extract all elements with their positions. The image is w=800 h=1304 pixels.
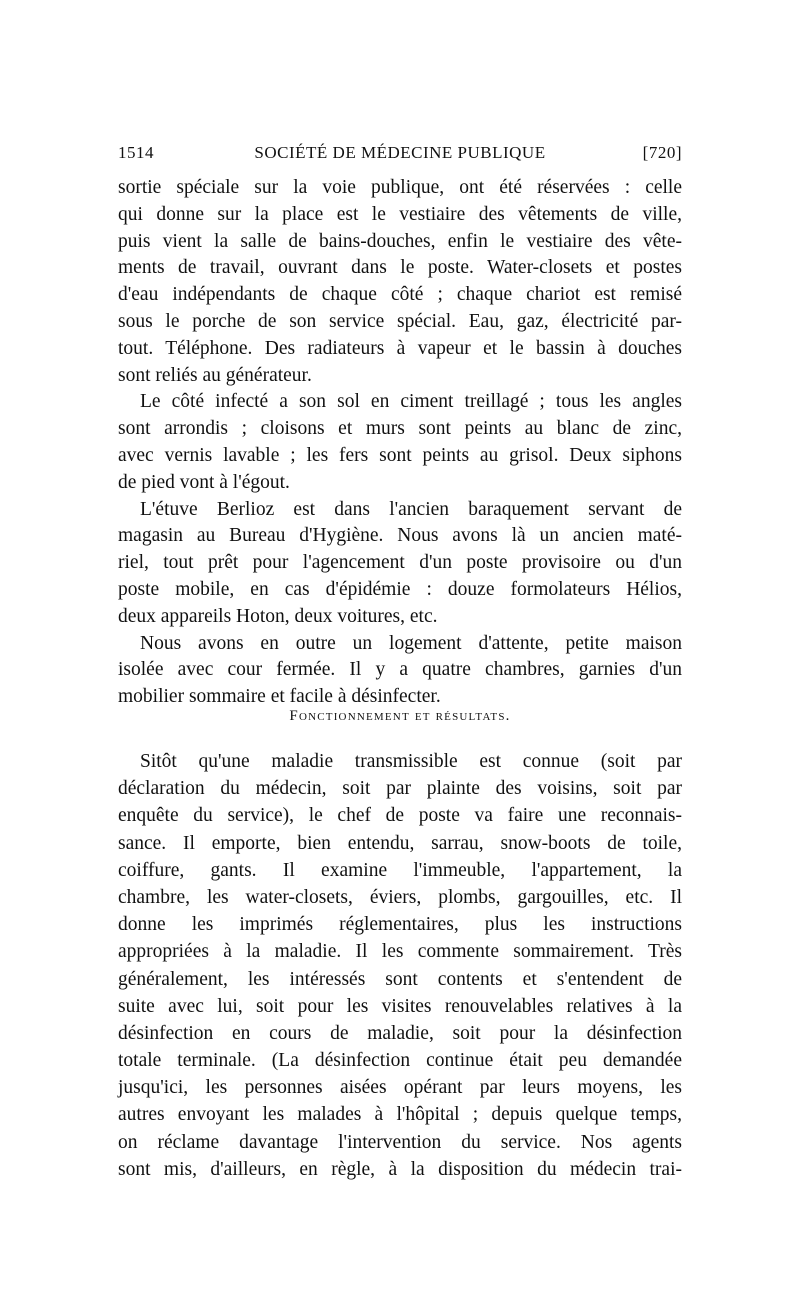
text-line: généralement, les intéressés sont contents et s'entendent de bbox=[118, 968, 682, 990]
text-line: riel, tout prêt pour l'agencement d'un poste provisoire ou d'un bbox=[118, 552, 682, 574]
text-line: Nous avons en outre un logement d'attente, petite maison bbox=[140, 632, 682, 654]
text-line: isolée avec cour fermée. Il y a quatre chambres, garnies d'un bbox=[118, 659, 682, 681]
text-line: avec vernis lavable ; les fers sont peints au grisol. Deux siphons bbox=[118, 444, 682, 466]
page-number: 1514 bbox=[118, 143, 154, 162]
text-line: puis vient la salle de bains-douches, enfin le vestiaire des vête- bbox=[118, 230, 682, 252]
text-line: qui donne sur la place est le vestiaire des vêtements de ville, bbox=[118, 203, 682, 225]
body-text-bottom bbox=[118, 748, 682, 1183]
text-line: sont reliés au générateur. bbox=[118, 364, 312, 386]
text-line: magasin au Bureau d'Hygiène. Nous avons là un ancien maté- bbox=[118, 525, 682, 547]
text-line: sont arrondis ; cloisons et murs sont peints au blanc de zinc, bbox=[118, 418, 682, 440]
text-line: sont mis, d'ailleurs, en règle, à la disposition du médecin trai- bbox=[118, 1158, 682, 1180]
text-line: poste mobile, en cas d'épidémie : douze formolateurs Hélios, bbox=[118, 578, 682, 600]
text-line: appropriées à la maladie. Il les commente sommairement. Très bbox=[118, 941, 682, 963]
running-title: SOCIÉTÉ DE MÉDECINE PUBLIQUE bbox=[254, 143, 546, 162]
text-line: Sitôt qu'une maladie transmissible est connue (soit par bbox=[140, 751, 682, 772]
text-line: ments de travail, ouvrant dans le poste. Water-closets et postes bbox=[118, 257, 682, 279]
text-line: sous le porche de son service spécial. Eau, gaz, électricité par- bbox=[118, 310, 682, 332]
text-line: suite avec lui, soit pour les visites renouvelables relatives à la bbox=[118, 995, 682, 1017]
running-header bbox=[118, 143, 682, 167]
text-line: L'étuve Berlioz est dans l'ancien baraquement servant de bbox=[140, 498, 682, 520]
page-reference: [720] bbox=[642, 143, 682, 162]
text-line: sance. Il emporte, bien entendu, sarrau, snow-boots de toile, bbox=[118, 832, 682, 854]
text-line: désinfection en cours de maladie, soit pour la désinfection bbox=[118, 1022, 682, 1044]
text-line: totale terminale. (La désinfection continue était peu demandée bbox=[118, 1050, 682, 1072]
text-line: tout. Téléphone. Des radiateurs à vapeur et le bassin à douches bbox=[118, 337, 682, 359]
text-line: deux appareils Hoton, deux voitures, etc. bbox=[118, 605, 438, 627]
text-line: coiffure, gants. Il examine l'immeuble, l'appartement, la bbox=[118, 859, 682, 881]
text-line: déclaration du médecin, soit par plainte des voisins, soit par bbox=[118, 778, 682, 800]
section-heading: Fonctionnement et résultats. bbox=[289, 708, 511, 724]
text-line: sortie spéciale sur la voie publique, ont été réservées : celle bbox=[118, 177, 682, 198]
text-line: enquête du service), le chef de poste va faire une reconnais- bbox=[118, 805, 682, 827]
text-line: donne les imprimés réglementaires, plus les instructions bbox=[118, 914, 682, 936]
text-line: chambre, les water-closets, éviers, plombs, gargouilles, etc. Il bbox=[118, 886, 682, 908]
text-line: de pied vont à l'égout. bbox=[118, 471, 290, 493]
text-line: mobilier sommaire et facile à désinfecter. bbox=[118, 686, 441, 708]
text-line: on réclame davantage l'intervention du service. Nos agents bbox=[118, 1131, 682, 1153]
text-line: d'eau indépendants de chaque côté ; chaque chariot est remisé bbox=[118, 284, 682, 306]
text-line: autres envoyant les malades à l'hôpital ; depuis quelque temps, bbox=[118, 1104, 682, 1126]
text-line: Le côté infecté a son sol en ciment treillagé ; tous les angles bbox=[140, 391, 682, 413]
body-text-top bbox=[118, 175, 682, 711]
text-line: jusqu'ici, les personnes aisées opérant par leurs moyens, les bbox=[118, 1077, 682, 1099]
